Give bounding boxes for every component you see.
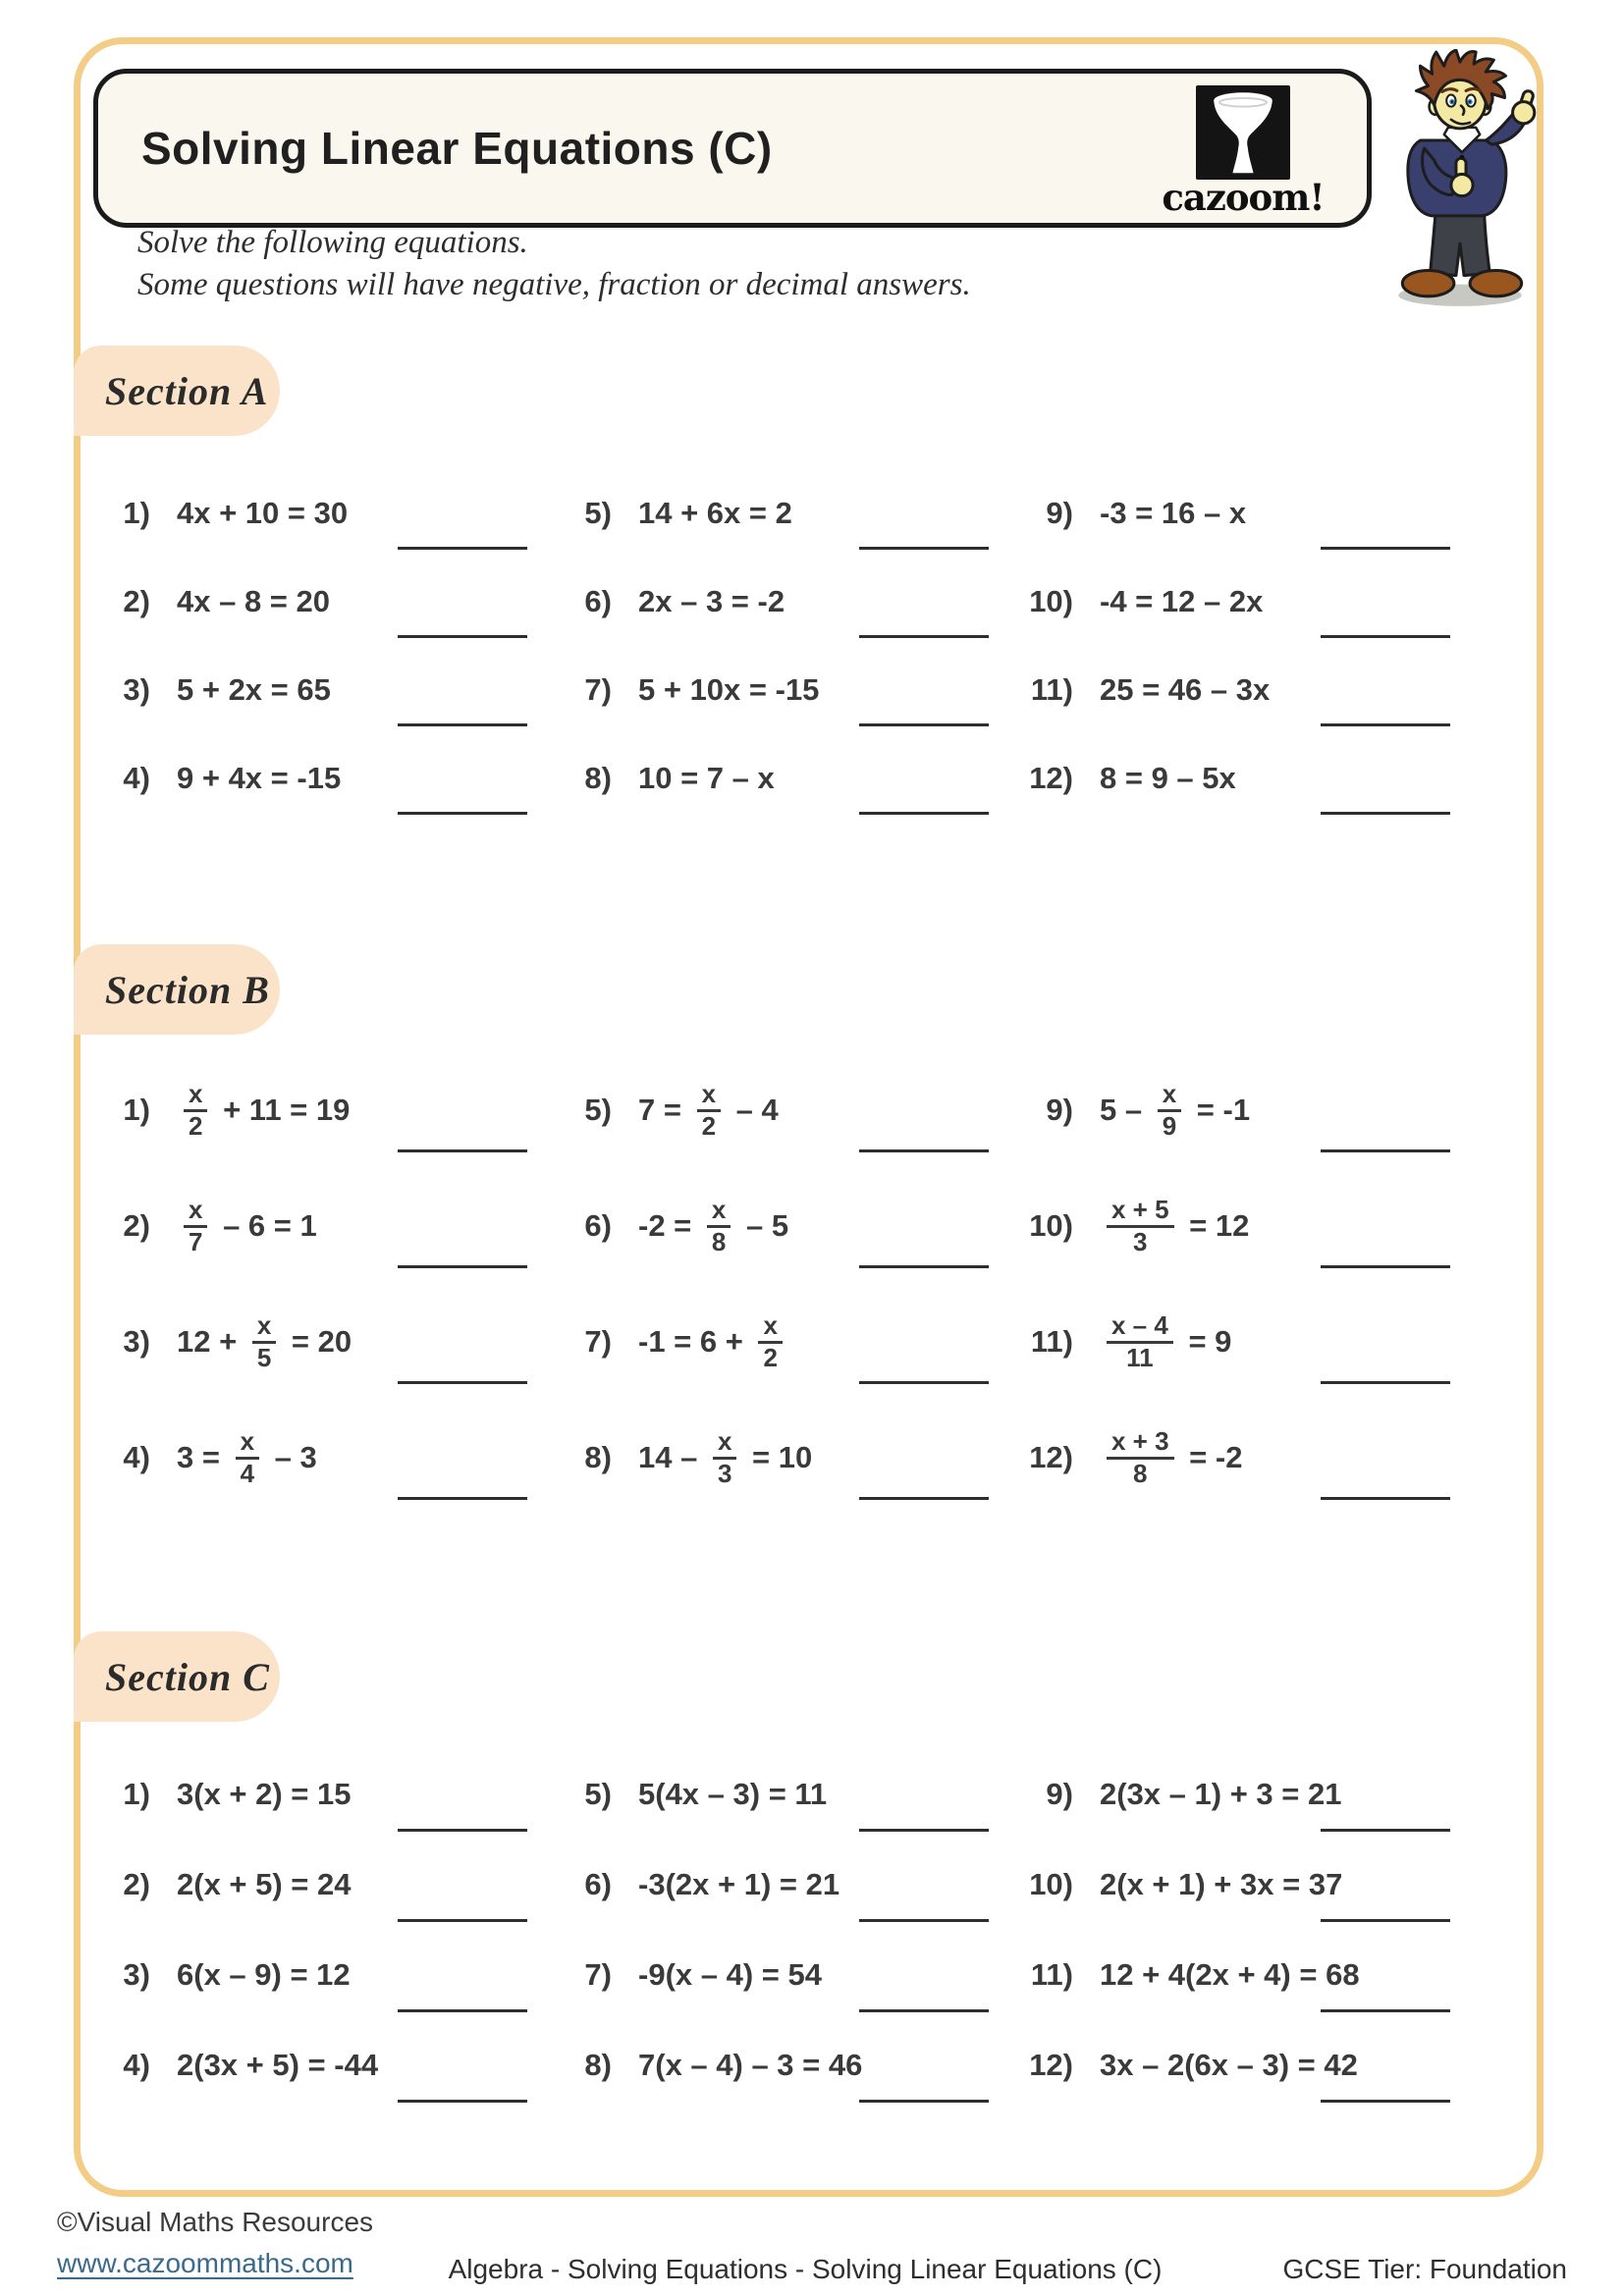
fraction [252, 1311, 276, 1372]
question-row [1016, 469, 1478, 558]
question-row [555, 1930, 1016, 2020]
question-row [93, 2020, 555, 2110]
equation-text: 5 + 10x = -15 [638, 672, 820, 707]
question-row [93, 1400, 555, 1516]
question-row [1016, 2020, 1478, 2110]
section-a-tab [74, 346, 280, 436]
fraction-denominator: 3 [1133, 1226, 1148, 1256]
fraction [184, 1196, 207, 1256]
section-b-label: Section B [105, 967, 270, 1012]
question-number: 11) [1030, 672, 1073, 707]
fraction-numerator: x [701, 1079, 717, 1109]
answer-blank[interactable] [398, 723, 527, 726]
answer-blank[interactable] [859, 2100, 989, 2103]
equation [177, 1957, 351, 1993]
equation-text: 5 + 2x = 65 [177, 672, 331, 707]
equation [1100, 2048, 1358, 2083]
question-number: 8) [584, 2048, 612, 2082]
fraction-numerator: x [189, 1195, 203, 1225]
equation-text: 12 + 4(2x + 4) = 68 [1100, 1957, 1360, 1992]
question-row [93, 646, 555, 734]
equation [1100, 1080, 1250, 1141]
equation [1100, 1196, 1249, 1256]
question-row [93, 1930, 555, 2020]
answer-blank[interactable] [1321, 1381, 1450, 1384]
equation-text: 8 = 9 – 5x [1100, 761, 1236, 795]
fraction-denominator: 3 [717, 1458, 732, 1488]
question-row [555, 558, 1016, 646]
section-a-questions [93, 469, 1478, 823]
fraction-numerator: x [1162, 1079, 1177, 1109]
answer-blank[interactable] [398, 1829, 527, 1832]
footer-tier: GCSE Tier: Foundation [1282, 2254, 1567, 2284]
fraction-numerator: x + 5 [1111, 1195, 1169, 1225]
question-row [93, 558, 555, 646]
equation [1100, 584, 1263, 619]
fraction-denominator: 2 [763, 1342, 778, 1372]
question-row [555, 646, 1016, 734]
answer-blank[interactable] [859, 547, 989, 550]
fraction-denominator: 8 [711, 1226, 727, 1256]
question-row [1016, 646, 1478, 734]
equation-text: – 5 [737, 1208, 789, 1243]
fraction [1107, 1196, 1174, 1256]
answer-blank[interactable] [398, 635, 527, 638]
answer-blank[interactable] [398, 547, 527, 550]
question-number: 3) [123, 1324, 150, 1359]
question-row [1016, 558, 1478, 646]
question-row [93, 1052, 555, 1168]
question-row [555, 469, 1016, 558]
equation-text: = -1 [1188, 1093, 1251, 1127]
mascot-boy-icon [1375, 49, 1551, 312]
fraction [184, 1080, 207, 1141]
answer-blank[interactable] [859, 812, 989, 815]
equation [177, 1196, 317, 1256]
equation [177, 496, 348, 531]
fraction-numerator: x + 3 [1111, 1426, 1169, 1457]
equation-text: 3x – 2(6x – 3) = 42 [1100, 2048, 1358, 2082]
equation-text: 2(x + 1) + 3x = 37 [1100, 1867, 1343, 1901]
fraction-numerator: x [256, 1310, 272, 1341]
instructions-line-2: Some questions will have negative, fraction or decimal answers. [137, 266, 971, 302]
fraction [1158, 1080, 1181, 1141]
question-number: 5) [584, 1777, 612, 1811]
answer-blank[interactable] [859, 1381, 989, 1384]
equation-text: 12 + [177, 1324, 245, 1359]
answer-blank[interactable] [859, 1829, 989, 1832]
equation-text: -4 = 12 – 2x [1100, 584, 1264, 618]
question-number: 5) [584, 496, 612, 530]
question-number: 7) [584, 1957, 612, 1992]
equation-text: = 9 [1179, 1324, 1232, 1359]
equation [638, 1311, 789, 1372]
equation-text: 2(3x – 1) + 3 = 21 [1100, 1777, 1342, 1811]
equation-text: 14 + 6x = 2 [638, 496, 792, 530]
question-row [1016, 1930, 1478, 2020]
equation [177, 2048, 378, 2083]
answer-blank[interactable] [859, 1149, 989, 1152]
equation [177, 584, 330, 619]
equation-text: 2(3x + 5) = -44 [177, 2048, 379, 2082]
question-number: 6) [584, 1867, 612, 1901]
answer-blank[interactable] [1321, 812, 1450, 815]
question-row [1016, 734, 1478, 823]
question-row [555, 1400, 1016, 1516]
equation [638, 1777, 827, 1812]
answer-blank[interactable] [398, 2100, 527, 2103]
question-row [1016, 1168, 1478, 1284]
question-number: 1) [123, 1777, 150, 1811]
fraction-denominator: 4 [240, 1458, 255, 1488]
section-c-questions [93, 1749, 1478, 2110]
equation [177, 1867, 352, 1902]
question-number: 1) [123, 496, 150, 530]
fraction-denominator: 11 [1126, 1342, 1154, 1372]
question-number: 1) [123, 1093, 150, 1127]
equation-text: 2(x + 5) = 24 [177, 1867, 352, 1901]
answer-blank[interactable] [398, 1265, 527, 1268]
section-b-tab [74, 944, 280, 1035]
equation [638, 1867, 839, 1902]
answer-blank[interactable] [859, 2009, 989, 2012]
question-number: 9) [1046, 496, 1073, 530]
fraction [1107, 1427, 1174, 1488]
answer-blank[interactable] [859, 723, 989, 726]
question-number: 10) [1029, 584, 1073, 618]
fraction [707, 1196, 731, 1256]
question-number: 6) [584, 1208, 612, 1243]
equation [1100, 1777, 1341, 1812]
answer-blank[interactable] [398, 1919, 527, 1922]
equation [177, 1777, 352, 1812]
question-row [555, 1168, 1016, 1284]
equation-text: 4x – 8 = 20 [177, 584, 330, 618]
equation-text: 10 = 7 – x [638, 761, 775, 795]
question-number: 11) [1030, 1324, 1073, 1359]
answer-blank[interactable] [398, 812, 527, 815]
question-number: 9) [1046, 1093, 1073, 1127]
question-row [1016, 1284, 1478, 1400]
fraction-denominator: 8 [1133, 1458, 1148, 1488]
question-number: 4) [123, 2048, 150, 2082]
fraction-numerator: x [717, 1426, 732, 1457]
equation-text: – 6 = 1 [214, 1208, 317, 1243]
equation [638, 1080, 779, 1141]
equation [638, 1957, 822, 1993]
fraction-denominator: 2 [701, 1110, 717, 1141]
equation [1100, 496, 1246, 531]
question-number: 12) [1029, 2048, 1073, 2082]
question-number: 9) [1046, 1777, 1073, 1811]
equation-text: -3(2x + 1) = 21 [638, 1867, 840, 1901]
question-number: 11) [1030, 1957, 1073, 1992]
equation-text: -3 = 16 – x [1100, 496, 1247, 530]
answer-blank[interactable] [398, 1149, 527, 1152]
question-row [555, 734, 1016, 823]
equation [638, 761, 775, 796]
question-number: 10) [1029, 1208, 1073, 1243]
fraction [236, 1427, 259, 1488]
equation [177, 1311, 352, 1372]
equation-text: 4x + 10 = 30 [177, 496, 349, 530]
question-row [93, 1284, 555, 1400]
answer-blank[interactable] [1321, 547, 1450, 550]
question-row [555, 1749, 1016, 1840]
question-number: 8) [584, 761, 612, 795]
equation-text: 14 – [638, 1440, 706, 1474]
equation [177, 761, 341, 796]
footer-breadcrumb: Algebra - Solving Equations - Solving Linear Equations (C) [448, 2254, 1163, 2284]
question-number: 7) [584, 1324, 612, 1359]
question-row [555, 2020, 1016, 2110]
fraction-denominator: 2 [189, 1110, 203, 1141]
answer-blank[interactable] [398, 2009, 527, 2012]
cazoom-mascot-illustration [1375, 49, 1551, 312]
equation [638, 1427, 812, 1488]
cazoom-logo [1159, 85, 1327, 219]
fraction-numerator: x – 4 [1111, 1310, 1168, 1341]
equation [1100, 1957, 1360, 1993]
equation-text: -2 = [638, 1208, 700, 1243]
equation [638, 672, 819, 708]
question-number: 4) [123, 1440, 150, 1474]
cazoom-drum-icon [1196, 85, 1290, 180]
question-number: 2) [123, 584, 150, 618]
fraction [697, 1080, 721, 1141]
question-number: 3) [123, 672, 150, 707]
section-c-tab [74, 1631, 280, 1722]
equation [1100, 1311, 1231, 1372]
question-number: 12) [1029, 1440, 1073, 1474]
question-row [93, 734, 555, 823]
answer-blank[interactable] [1321, 1497, 1450, 1500]
equation-text: 3(x + 2) = 15 [177, 1777, 352, 1811]
question-row [93, 1749, 555, 1840]
question-number: 12) [1029, 761, 1073, 795]
answer-blank[interactable] [859, 1497, 989, 1500]
equation [1100, 1427, 1242, 1488]
question-row [555, 1052, 1016, 1168]
section-b-questions [93, 1052, 1478, 1516]
answer-blank[interactable] [1321, 1919, 1450, 1922]
answer-blank[interactable] [1321, 1829, 1450, 1832]
equation-text: 5 – [1100, 1093, 1151, 1127]
equation-text: 3 = [177, 1440, 229, 1474]
page-title: Solving Linear Equations (C) [141, 123, 773, 174]
section-c-label: Section C [105, 1654, 270, 1699]
equation-text: = -2 [1180, 1440, 1243, 1474]
equation [177, 672, 331, 708]
equation-text: -9(x – 4) = 54 [638, 1957, 822, 1992]
equation-text: + 11 = 19 [214, 1093, 351, 1127]
question-number: 2) [123, 1208, 150, 1243]
equation [638, 496, 792, 531]
equation-text: 5(4x – 3) = 11 [638, 1777, 828, 1811]
question-row [1016, 1052, 1478, 1168]
answer-blank[interactable] [1321, 723, 1450, 726]
answer-blank[interactable] [398, 1381, 527, 1384]
question-row [555, 1284, 1016, 1400]
equation-text: = 12 [1180, 1208, 1250, 1243]
equation [638, 2048, 862, 2083]
question-number: 2) [123, 1867, 150, 1901]
answer-blank[interactable] [1321, 2100, 1450, 2103]
question-number: 6) [584, 584, 612, 618]
equation [177, 1427, 317, 1488]
equation-text: = 20 [283, 1324, 352, 1359]
answer-blank[interactable] [398, 1497, 527, 1500]
footer-website-link[interactable]: www.cazoommaths.com [57, 2248, 353, 2278]
equation-text: 7 = [638, 1093, 690, 1127]
footer-copyright: ©Visual Maths Resources [57, 2207, 374, 2237]
question-number: 4) [123, 761, 150, 795]
fraction-numerator: x [189, 1079, 203, 1109]
answer-blank[interactable] [1321, 1265, 1450, 1268]
equation [638, 584, 785, 619]
question-row [555, 1840, 1016, 1930]
fraction [758, 1311, 782, 1372]
equation [638, 1196, 788, 1256]
question-row [1016, 1749, 1478, 1840]
fraction-numerator: x [240, 1426, 255, 1457]
equation-text: -1 = 6 + [638, 1324, 752, 1359]
question-row [93, 469, 555, 558]
equation-text: 7(x – 4) – 3 = 46 [638, 2048, 863, 2082]
equation [177, 1080, 350, 1141]
answer-blank[interactable] [1321, 2009, 1450, 2012]
instructions [137, 222, 971, 306]
answer-blank[interactable] [859, 1919, 989, 1922]
equation-text: – 3 [266, 1440, 317, 1474]
question-row [1016, 1400, 1478, 1516]
fraction-numerator: x [711, 1195, 727, 1225]
title-banner [93, 69, 1372, 228]
equation [1100, 1867, 1342, 1902]
question-number: 10) [1029, 1867, 1073, 1901]
cazoom-logo-text: cazoom! [1162, 176, 1325, 219]
question-row [93, 1168, 555, 1284]
fraction-denominator: 9 [1162, 1110, 1177, 1141]
equation [1100, 761, 1236, 796]
question-number: 3) [123, 1957, 150, 1992]
question-number: 5) [584, 1093, 612, 1127]
equation-text: = 10 [743, 1440, 813, 1474]
question-number: 7) [584, 672, 612, 707]
equation [1100, 672, 1270, 708]
question-number: 8) [584, 1440, 612, 1474]
answer-blank[interactable] [859, 635, 989, 638]
equation-text: 9 + 4x = -15 [177, 761, 342, 795]
answer-blank[interactable] [1321, 635, 1450, 638]
question-row [93, 1840, 555, 1930]
equation-text: 25 = 46 – 3x [1100, 672, 1271, 707]
fraction-denominator: 5 [256, 1342, 272, 1372]
fraction [713, 1427, 736, 1488]
fraction-numerator: x [763, 1310, 778, 1341]
fraction [1107, 1311, 1173, 1372]
instructions-line-1: Solve the following equations. [137, 225, 528, 260]
answer-blank[interactable] [1321, 1149, 1450, 1152]
equation-text: 6(x – 9) = 12 [177, 1957, 351, 1992]
equation-text: 2x – 3 = -2 [638, 584, 785, 618]
question-row [1016, 1840, 1478, 1930]
section-a-label: Section A [105, 368, 269, 413]
fraction-denominator: 7 [189, 1226, 203, 1256]
answer-blank[interactable] [859, 1265, 989, 1268]
equation-text: – 4 [728, 1093, 779, 1127]
